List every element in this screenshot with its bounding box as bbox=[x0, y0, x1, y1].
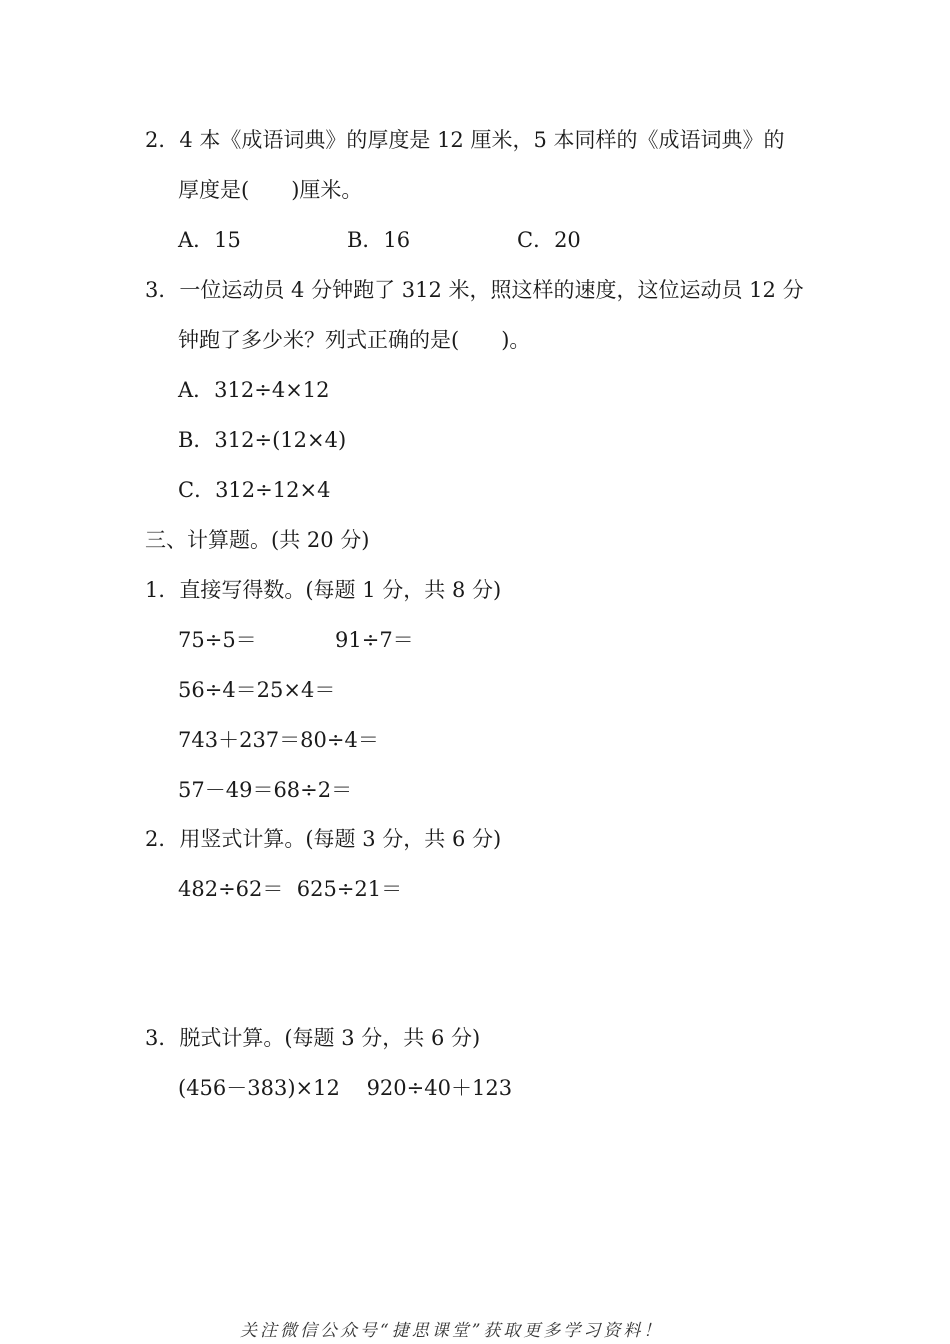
s3-p3-title: 3．脱式计算。(每题 3 分，共 6 分) bbox=[145, 1026, 481, 1050]
s3-p1-row2: 56÷4＝25×4＝ bbox=[178, 678, 336, 702]
s3-p1-title: 1．直接写得数。(每题 1 分，共 8 分) bbox=[145, 578, 502, 602]
s3-p3-row1: (456－383)×12 920÷40＋123 bbox=[178, 1076, 513, 1100]
section3-title: 三、计算题。(共 20 分) bbox=[145, 528, 370, 552]
q3-option-c: C．312÷12×4 bbox=[178, 478, 331, 502]
q3-option-b: B．312÷(12×4) bbox=[178, 428, 347, 452]
q3-option-a: A．312÷4×12 bbox=[178, 378, 330, 402]
q3-line1: 3．一位运动员 4 分钟跑了 312 米，照这样的速度，这位运动员 12 分 bbox=[145, 278, 804, 302]
s3-p1-row4: 57－49＝68÷2＝ bbox=[178, 778, 353, 802]
s3-p1-row3: 743＋237＝80÷4＝ bbox=[178, 728, 379, 752]
q2-option-b: B．16 bbox=[347, 228, 411, 252]
s3-p2-title: 2．用竖式计算。(每题 3 分，共 6 分) bbox=[145, 827, 502, 851]
s3-p1-row1a: 75÷5＝ bbox=[178, 628, 257, 652]
q2-line2: 厚度是( )厘米。 bbox=[178, 178, 363, 202]
q3-line2: 钟跑了多少米？列式正确的是( )。 bbox=[178, 328, 531, 352]
q2-line1: 2．4 本《成语词典》的厚度是 12 厘米，5 本同样的《成语词典》的 bbox=[145, 128, 785, 152]
s3-p2-row1: 482÷62＝ 625÷21＝ bbox=[178, 877, 403, 901]
footer-promo-text: 关注微信公众号“捷思课堂”获取更多学习资料！ bbox=[240, 1321, 664, 1341]
q2-option-a: A．15 bbox=[178, 228, 241, 252]
s3-p1-row1b: 91÷7＝ bbox=[335, 628, 414, 652]
q2-option-c: C．20 bbox=[517, 228, 581, 252]
